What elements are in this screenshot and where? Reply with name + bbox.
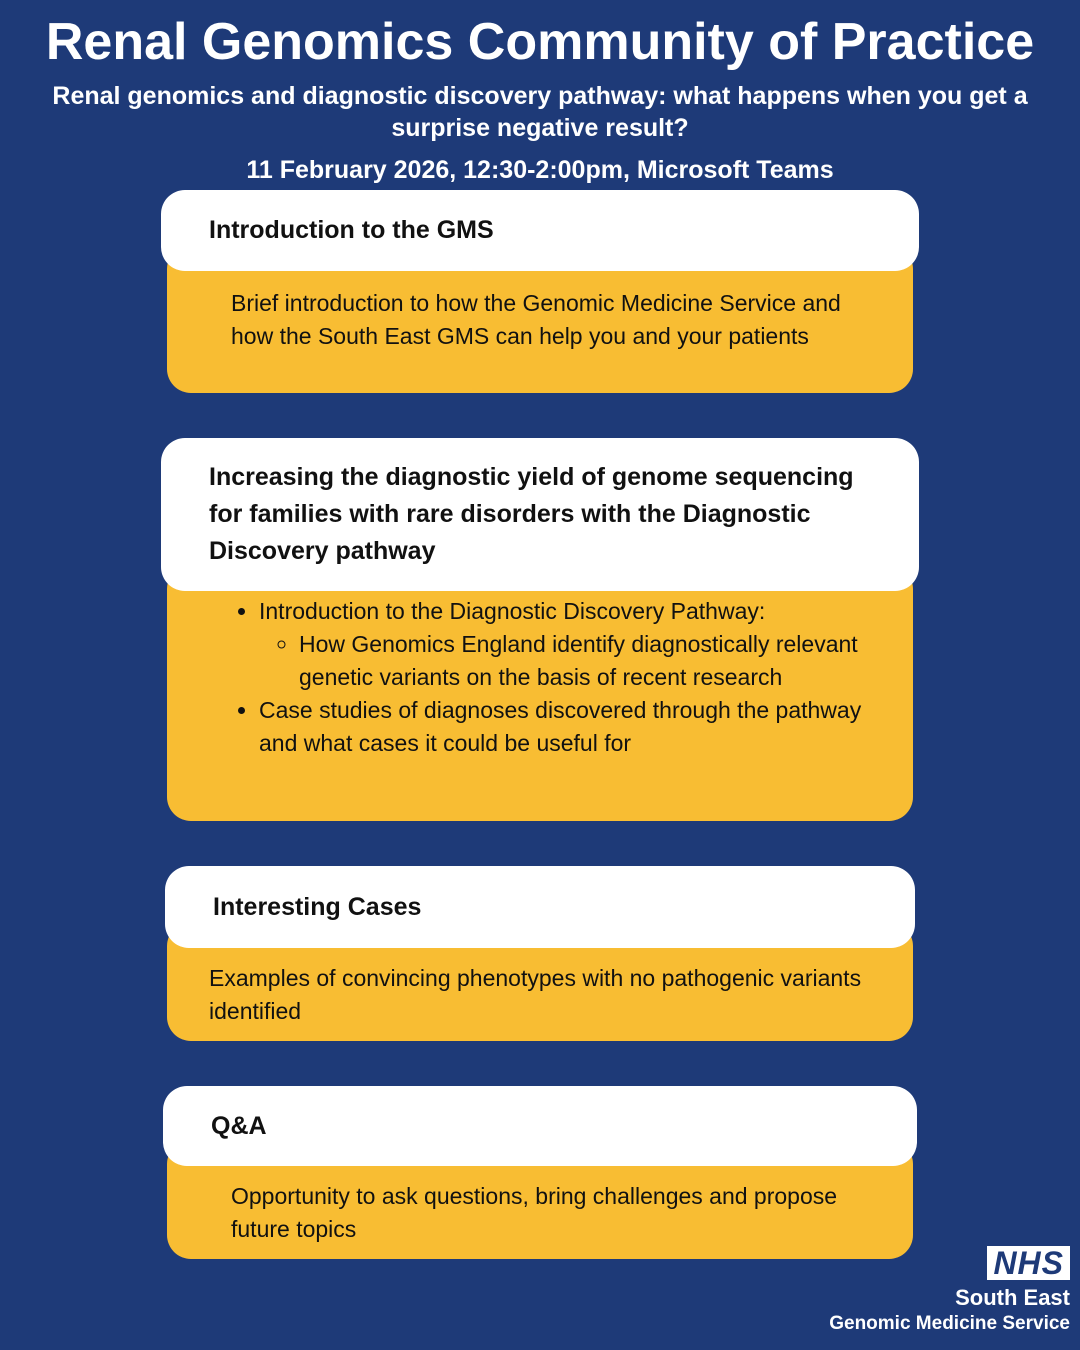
- org-region: South East: [955, 1285, 1070, 1310]
- list-item: [259, 595, 863, 694]
- list-item: [259, 694, 863, 760]
- session-heading-diagnostic-discovery: [161, 438, 919, 591]
- session-bullet-list: [167, 595, 913, 760]
- bullet-text: Introduction to the Diagnostic Discovery Pathway:: [259, 598, 766, 624]
- nhs-logo: NHS: [987, 1246, 1070, 1280]
- session-description: Examples of convincing phenotypes with no pathogenic variants identified: [209, 965, 862, 1024]
- session-sub-bullet-list: [259, 628, 863, 694]
- page-title: Renal Genomics Community of Practice: [45, 13, 1035, 71]
- session-heading-qa: [163, 1086, 917, 1166]
- session-title: Introduction to the GMS: [209, 216, 494, 244]
- sub-bullet-text: How Genomics England identify diagnostically relevant genetic variants on the basis of recent research: [299, 631, 858, 690]
- org-name: Genomic Medicine Service: [829, 1313, 1070, 1334]
- list-item: [299, 628, 863, 694]
- session-description: Brief introduction to how the Genomic Medicine Service and how the South East GMS can help you and your patients: [231, 290, 841, 349]
- event-subtitle: Renal genomics and diagnostic discovery pathway: what happens when you get a surprise negative result?: [52, 82, 1028, 142]
- bullet-text: Case studies of diagnoses discovered through the pathway and what cases it could be useful for: [259, 697, 862, 756]
- session-heading-intro-gms: [161, 190, 919, 271]
- session-title: Q&A: [211, 1111, 267, 1140]
- event-datetime: 11 February 2026, 12:30-2:00pm, Microsoft Teams: [246, 156, 834, 184]
- session-body-diagnostic-discovery: [167, 565, 913, 821]
- session-title: Increasing the diagnostic yield of genome sequencing for families with rare disorders with the Diagnostic Discovery pathway: [209, 463, 854, 565]
- session-description: Opportunity to ask questions, bring challenges and propose future topics: [231, 1183, 838, 1242]
- nhs-logo-block: [829, 1246, 1070, 1336]
- session-heading-interesting-cases: [165, 866, 915, 948]
- session-title: Interesting Cases: [213, 892, 422, 921]
